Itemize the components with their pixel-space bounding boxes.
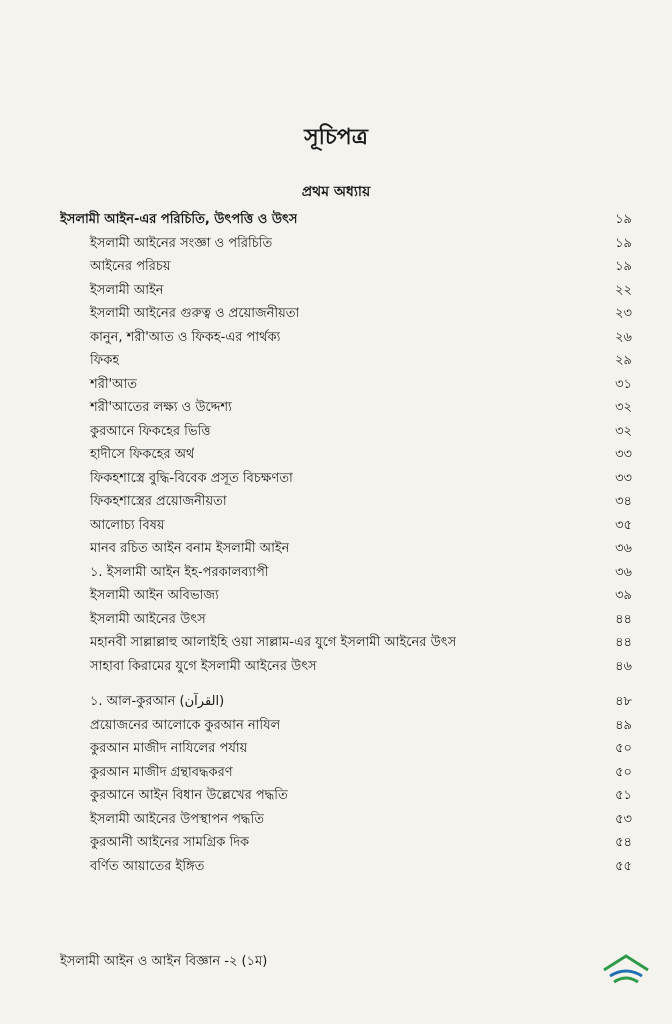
toc-entry-page: ৫০ [615,764,632,780]
toc-entry-page: ৪৬ [615,658,632,674]
toc-entry-label: ইসলামী আইন [90,282,164,298]
toc-entry-page: ৩৬ [615,564,632,580]
page-title: সূচিপত্র [304,125,368,150]
toc-entry-page: ৫৪ [615,835,632,850]
toc-entry [60,443,632,467]
toc-entry-label: শরী'আতের লক্ষ্য ও উদ্দেশ্য [90,400,232,415]
toc-entry [60,737,632,761]
toc-entry [60,690,632,714]
toc-entry [60,537,632,561]
toc-entry-page: ৫৫ [615,858,632,874]
toc-entry-label: কুরআনে আইন বিধান উল্লেখের পদ্ধতি [90,788,288,803]
toc-entry [60,232,632,256]
toc-entry [60,631,632,655]
toc-entry [60,714,632,738]
toc-entry-label: মানব রচিত আইন বনাম ইসলামী আইন [90,541,290,556]
toc-entry-page: ৫১ [615,788,632,803]
toc-entry-label: কুরআন মাজীদ নাযিলের পর্যায় [90,741,248,756]
toc-entry-page: ৪৪ [615,611,632,627]
toc-entry-label: ইসলামী আইনের উপস্থাপন পদ্ধতি [90,811,264,827]
toc-entry [60,584,632,608]
toc-entry-label: আইনের পরিচয় [90,259,171,274]
toc-entry [60,561,632,585]
toc-entry [60,514,632,538]
toc-entry-label: বর্ণিত আয়াতের ইঙ্গিত [90,858,205,874]
toc-entry-page: ৫৩ [615,811,632,827]
toc-entry-label: সাহাবা কিরামের যুগে ইসলামী আইনের উৎস [90,658,317,674]
toc-entry-page: ৪৪ [615,635,632,650]
toc-entry-label: ফিকহশাস্ত্রের প্রয়োজনীয়তা [90,494,227,509]
toc-entry-page: ৩৩ [615,470,632,486]
toc-entry [60,855,632,879]
toc-entry [60,490,632,514]
toc-entry [60,761,632,785]
toc-entry-label: মহানবী সাল্লাল্লাহু আলাইহি ওয়া সাল্লাম-এর যুগে ইসলামী আইনের উৎস [90,635,457,650]
toc-entry-page: ২৩ [615,306,632,321]
toc-entry-page: ৪৮ [615,694,632,709]
toc-entry [60,349,632,373]
toc-entry-page: ২২ [615,282,632,298]
toc-entry [60,208,632,232]
toc-entry-label: কানুন, শরী'আত ও ফিকহ-এর পার্থক্য [90,329,281,345]
toc-entry-page: ৩৩ [615,447,632,462]
toc-entry-page: ১৯ [615,259,632,274]
toc-entry [60,467,632,491]
toc-entry-page: ৩৯ [615,588,632,603]
toc-entry-label: ইসলামী আইনের গুরুত্ব ও প্রয়োজনীয়তা [90,306,300,321]
toc-entry-label: কুরআনে ফিকহের ভিত্তি [90,423,211,439]
toc-entry-page: ৩৪ [615,494,632,509]
toc-entry-label: কুরআনী আইনের সামগ্রিক দিক [90,835,250,850]
toc-entry [60,831,632,855]
toc-entry-label: ফিকহ [90,353,120,368]
toc-entry-label: ১. ইসলামী আইন ইহ-পরকালব্যাপী [90,564,269,580]
toc-entry [60,302,632,326]
toc-entry [60,784,632,808]
toc-entry-label: ইসলামী আইনের সংজ্ঞা ও পরিচিতি [90,235,273,251]
toc-entry-page: ৩১ [615,376,632,392]
toc-entry-label: প্রয়োজনের আলোকে কুরআন নাযিল [90,717,281,733]
toc-entry-page: ৪৯ [615,717,632,733]
toc-entry [60,808,632,832]
toc-entry-page: ৫০ [615,741,632,756]
toc-entry-label: ফিকহশাস্ত্রে বুদ্ধি-বিবেক প্রসূত বিচক্ষণতা [90,470,293,486]
toc-entry-label: ১. আল-কুরআন (القرآن) [90,694,225,709]
toc-entry [60,396,632,420]
chapter-heading: প্রথম অধ্যায় [301,184,371,200]
toc-entry-page: ২৬ [615,329,632,345]
toc-entry [60,373,632,397]
toc-entry-label: ইসলামী আইন-এর পরিচিতি, উৎপত্তি ও উৎস [60,212,298,227]
toc-entry-label: ইসলামী আইনের উৎস [90,611,206,627]
table-of-contents [60,208,632,878]
toc-entry [60,655,632,679]
toc-entry-label: ইসলামী আইন অবিভাজ্য [90,588,219,603]
toc-entry-page: ৩২ [615,400,632,415]
toc-spacer [60,678,632,690]
toc-entry [60,326,632,350]
toc-entry [60,255,632,279]
toc-entry-page: ৩৫ [615,517,632,533]
footer-text: ইসলামী আইন ও আইন বিজ্ঞান -২ (১ম) [60,954,268,969]
publisher-logo-icon [600,948,652,988]
toc-entry [60,608,632,632]
toc-entry-label: হাদীসে ফিকহের অর্থ [90,447,195,462]
toc-entry-page: ২৯ [615,353,632,368]
toc-entry [60,279,632,303]
toc-entry-page: ৩৬ [615,541,632,556]
toc-entry-page: ৩২ [615,423,632,439]
toc-entry [60,420,632,444]
toc-entry-label: কুরআন মাজীদ গ্রন্থাবদ্ধকরণ [90,764,233,780]
toc-entry-page: ১৯ [615,235,632,251]
toc-entry-page: ১৯ [615,212,632,227]
toc-entry-label: আলোচ্য বিষয় [90,517,165,533]
toc-entry-label: শরী'আত [90,376,138,392]
